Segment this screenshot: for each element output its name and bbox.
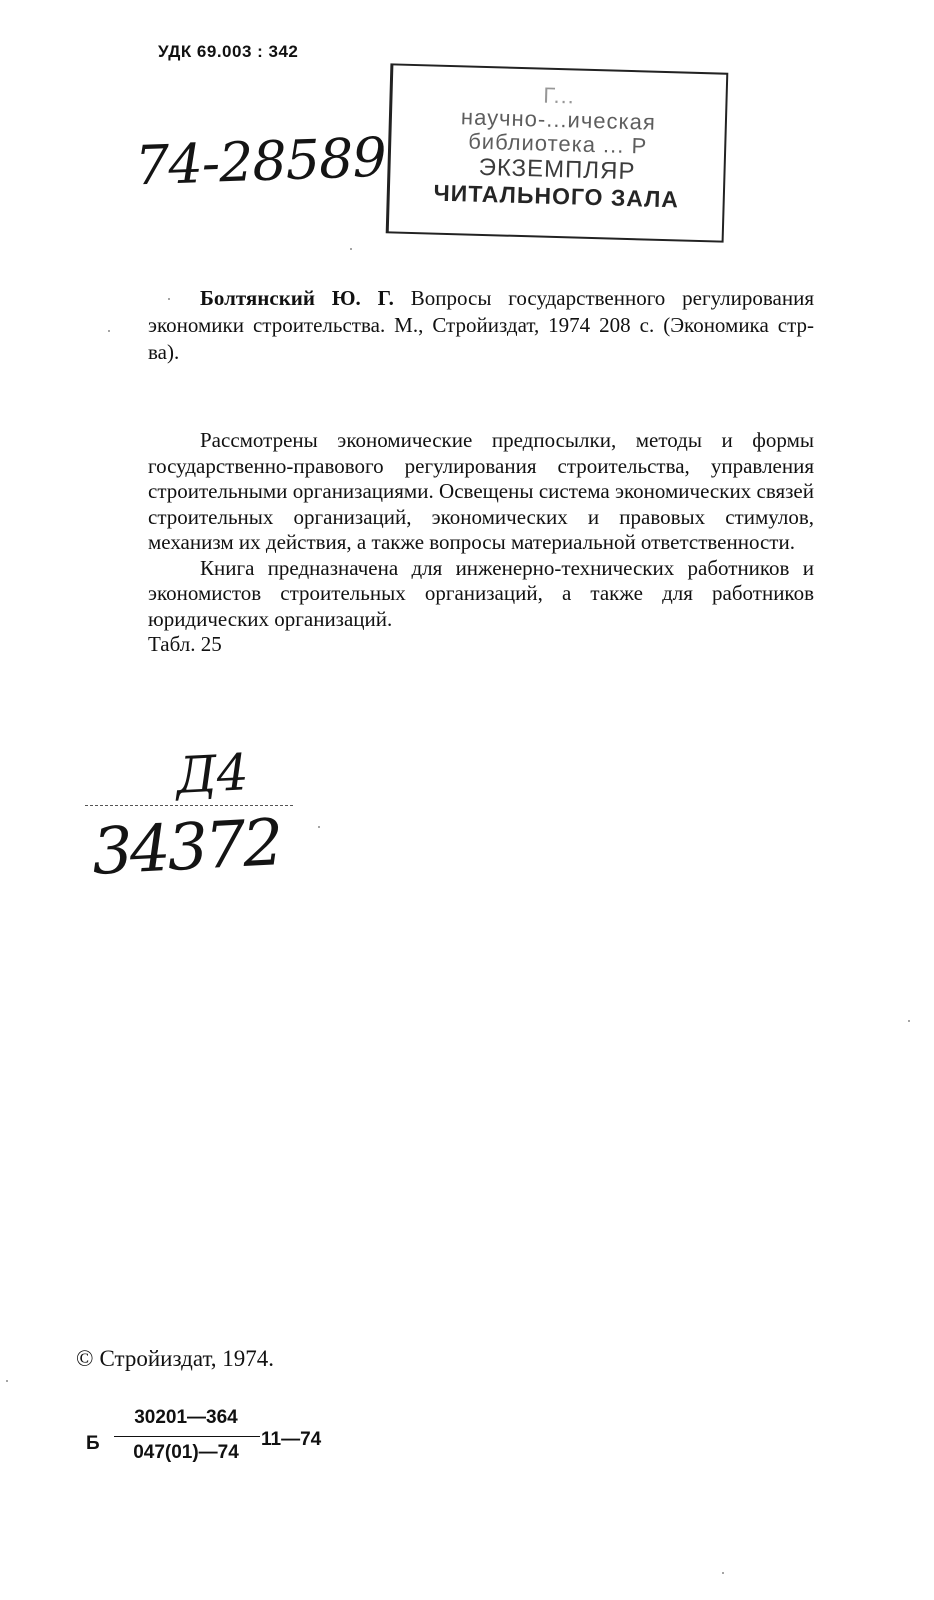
author-name: Болтянский Ю. Г. — [200, 286, 394, 310]
udk-code: УДК 69.003 : 342 — [158, 42, 299, 61]
handwritten-inventory-number: 74-28589 — [133, 125, 387, 198]
abstract-paragraph-2: Книга предназначена для инженерно-технических работников и экономистов строительных организаций, а также для работников юридических организаций. — [148, 555, 814, 631]
scan-speck — [108, 330, 110, 332]
abstract-paragraph-1: Рассмотрены экономические предпосылки, методы и формы государственно-правового регулирования строительства, управления строительными организациями. Освещены система экономических связей строительных организаций, экономических и правовых стимулов, механизм их действия, а также вопросы материальной ответственности. — [148, 428, 814, 554]
stamp-line-4: ЭКЗЕМПЛЯР — [478, 153, 636, 186]
scan-speck — [6, 1380, 8, 1382]
handwritten-shelf-divider — [85, 805, 293, 806]
handwritten-shelf-top: Д4 — [174, 743, 250, 805]
copyright-line — [76, 1346, 274, 1372]
bibliographic-details: Вопросы государственного регулирования экономики строительства. М., Стройиздат, 1974 208 с. (Экономика стр-ва). — [148, 286, 814, 364]
scan-speck — [908, 1020, 910, 1022]
catalog-numerator: 30201—364 — [134, 1407, 238, 1428]
handwritten-shelf-bottom: 34372 — [90, 806, 283, 890]
scan-speck — [722, 1572, 724, 1574]
bibliographic-description — [148, 285, 814, 366]
stamp-line-2: научно-...ическая — [460, 104, 657, 135]
scan-speck — [168, 298, 170, 300]
library-stamp — [386, 63, 729, 242]
stamp-line-3: библиотека ... Р — [467, 128, 648, 159]
scan-speck — [318, 826, 320, 828]
stamp-line-1: Г... — [542, 82, 576, 109]
handwritten-shelf-mark — [80, 745, 320, 905]
catalog-denominator: 047(01)—74 — [133, 1442, 239, 1463]
scan-speck — [350, 248, 352, 250]
catalog-fraction-rule — [114, 1436, 260, 1437]
stamp-line-5: ЧИТАЛЬНОГО ЗАЛА — [433, 179, 680, 213]
catalog-index — [86, 1407, 386, 1487]
copyright-icon: © — [76, 1346, 94, 1371]
copyright-text: Стройиздат, 1974. — [99, 1346, 275, 1371]
book-abstract — [148, 428, 814, 658]
catalog-letter: Б — [86, 1433, 100, 1454]
tables-count: Табл. 25 — [148, 632, 222, 656]
catalog-suffix: 11—74 — [261, 1429, 322, 1450]
